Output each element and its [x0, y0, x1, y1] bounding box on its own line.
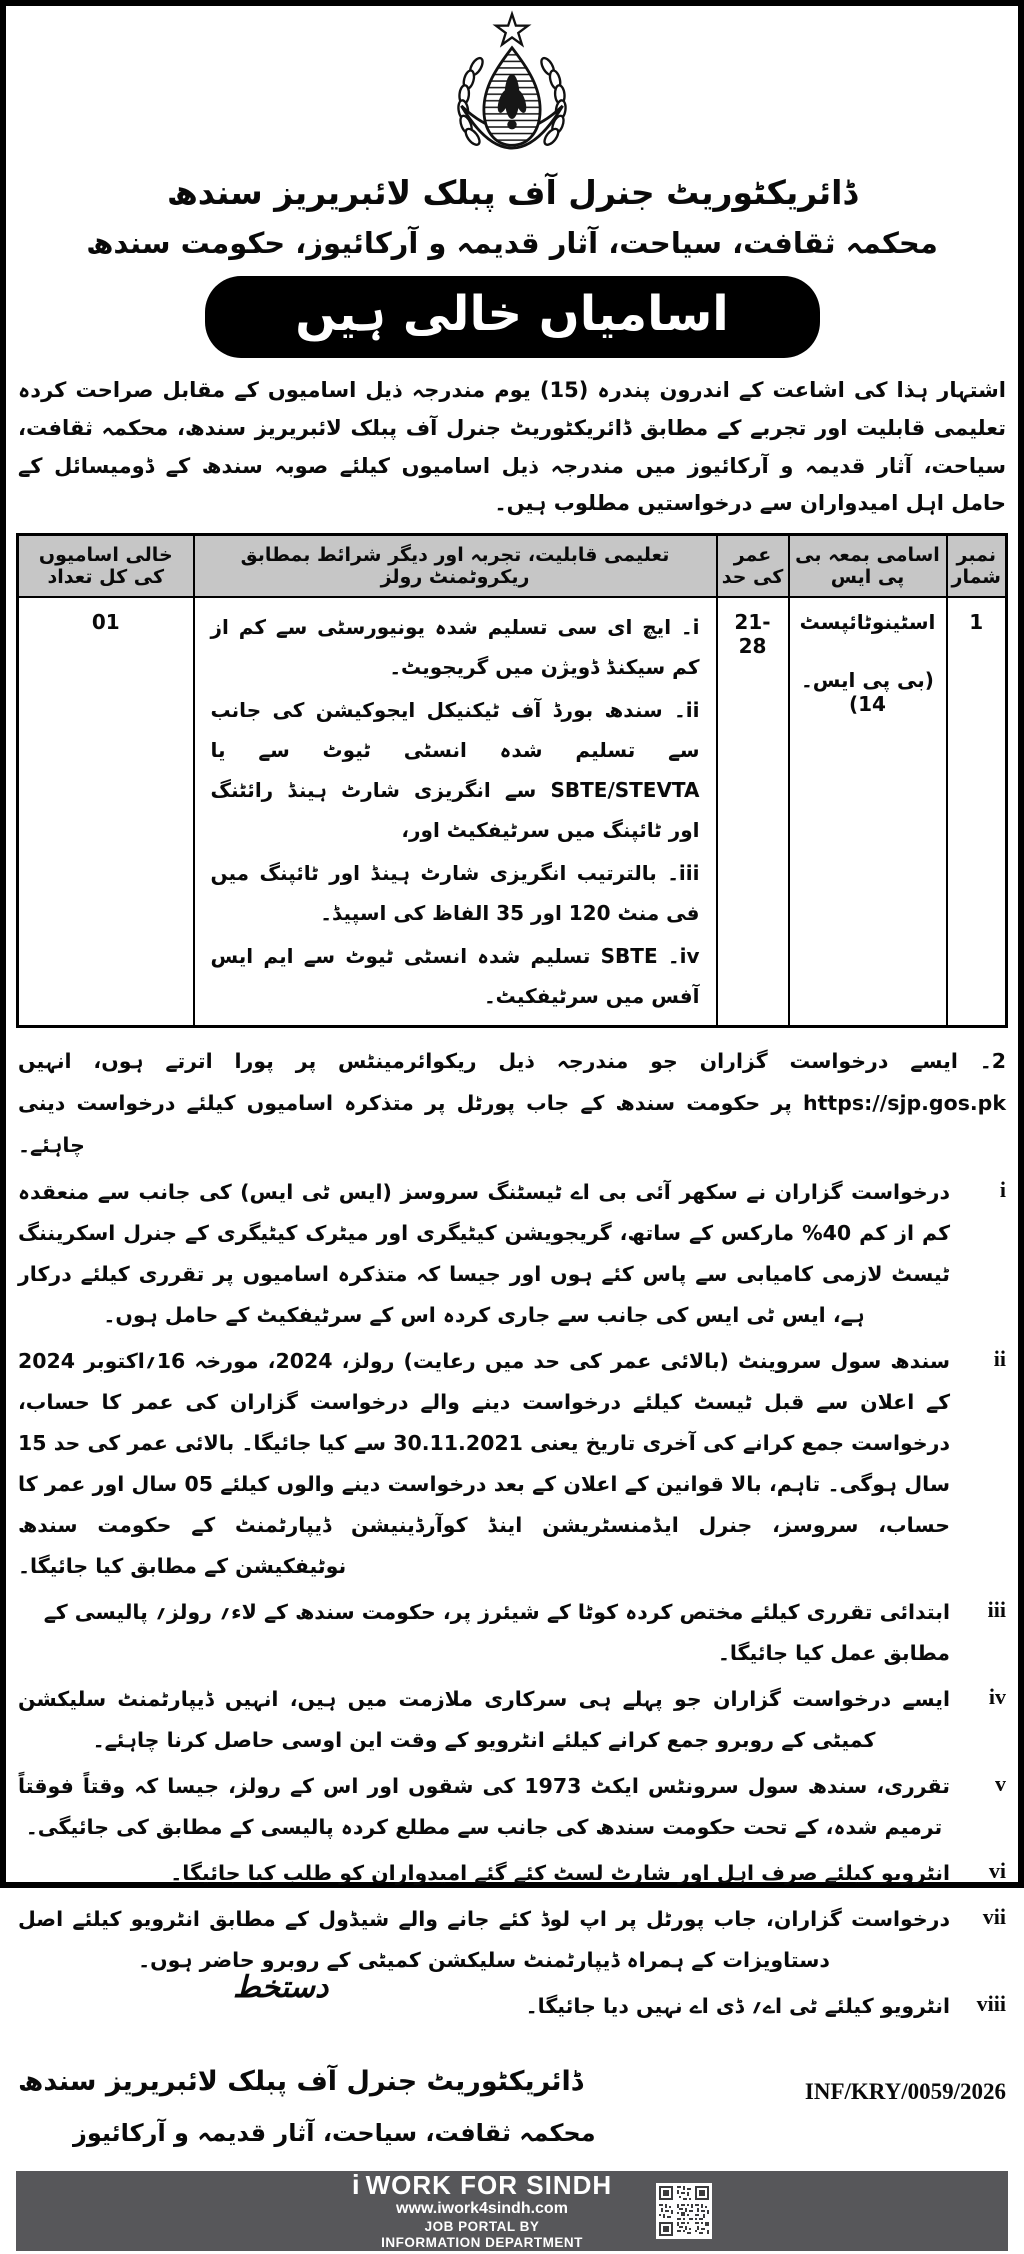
clause-2: [18, 1040, 1006, 1166]
footer-portal-line: JOB PORTAL BY: [424, 2218, 540, 2234]
cell-qualification: [194, 597, 717, 1027]
condition-item: [18, 1341, 1006, 1587]
signatory-organization: ڈائریکٹوریٹ جنرل آف پبلک لائبریریز سندھ: [18, 2066, 583, 2098]
condition-number: ii: [993, 1346, 1006, 1372]
signatory-department: محکمہ ثقافت، سیاحت، آثار قدیمہ و آرکائیوز: [73, 2118, 596, 2147]
condition-text: درخواست گزاران نے سکھر آئی بی اے ٹیسٹنگ سروسز (ایس ٹی ایس) کی جانب سے منعقدہ کم از کم 40% مارکس کے ساتھ، گریجویشن کیٹیگری اور میٹرک کیٹیگری کے جنرل اسکریننگ ٹیسٹ لازمی کامیابی سے پاس کئے ہوں اور جیسا کہ متذکرہ اسامیوں پر تقرری کیلئے درکار ہے، ایس ٹی ایس کی جانب سے جاری کردہ اس کے سرٹیفکیٹ کے حامل ہوں۔: [18, 1180, 951, 1328]
post-bps: (بی پی ایس۔14): [801, 668, 934, 717]
cell-serial: 1: [947, 597, 1007, 1027]
condition-text: درخواست گزاران، جاب پورٹل پر اپ لوڈ کئے جانے والے شیڈول کے مطابق انٹرویو کیلئے اصل دستاویزات کے ہمراہ ڈیپارٹمنٹ سلیکشن کمیٹی کے روبرو حاضر ہوں۔: [18, 1907, 950, 1973]
cell-vacancies: 01: [18, 597, 194, 1027]
signature-label: دستخط: [233, 1970, 329, 2006]
col-header-age: عمر کی حد: [717, 535, 789, 598]
condition-text: ایسے درخواست گزاران جو پہلے ہی سرکاری ملازمت میں ہیں، انہیں ڈیپارٹمنٹ سلیکشن کمیٹی کے روبرو جمع کرانے کیلئے انٹرویو کے وقت این اوسی حاصل کرنا چاہئے۔: [18, 1687, 950, 1753]
iwork-footer-banner: [16, 2171, 1008, 2251]
col-header-post: اسامی بمعہ بی پی ایس: [789, 535, 947, 598]
condition-text: انٹرویو کیلئے ٹی اے؍ ڈی اے نہیں دیا جائیگا۔: [525, 1994, 950, 2019]
table-header-row: [18, 535, 1007, 598]
condition-item: [18, 1592, 1006, 1674]
emblem-wrap: [16, 10, 1008, 167]
table-row: [18, 597, 1007, 1027]
footer-title-text: WORK FOR SINDH: [365, 2170, 613, 2201]
post-title: اسٹینوٹائپسٹ: [799, 610, 936, 635]
job-portal-url: https://sjp.gos.pk: [803, 1091, 1006, 1116]
qr-code-icon: [656, 2183, 712, 2239]
cell-post: [789, 597, 947, 1027]
col-header-vacancies: خالی اسامیوں کی کل تعداد: [18, 535, 194, 598]
condition-item: [18, 1172, 1006, 1336]
condition-item: [18, 1970, 1006, 2027]
footer-title: [352, 2170, 612, 2199]
qualification-item: iv۔ SBTE تسلیم شدہ انسٹی ٹیوٹ سے ایم ایس آفس میں سرٹیفکیٹ۔: [210, 944, 700, 1009]
qualification-item: i۔ ایچ ای سی تسلیم شدہ یونیورسٹی سے کم از کم سیکنڈ ڈویژن میں گریجویٹ۔: [210, 615, 700, 680]
condition-text: انٹرویو کیلئے صرف اہل اور شارٹ لسٹ کئے گئے امیدواران کو طلب کیا جائیگا۔: [170, 1861, 950, 1886]
col-header-serial: نمبر شمار: [947, 535, 1007, 598]
condition-number: v: [995, 1771, 1006, 1797]
condition-number: iii: [987, 1597, 1006, 1623]
condition-item: [18, 1679, 1006, 1761]
footer-dept-line: INFORMATION DEPARTMENT: [381, 2234, 583, 2250]
cell-age: 21-28: [717, 597, 789, 1027]
iwork-logo-icon: i: [351, 2169, 361, 2201]
condition-number: iv: [988, 1684, 1006, 1710]
col-header-qualification: تعلیمی قابلیت، تجربہ اور دیگر شرائط بمطابق ریکروٹمنٹ رولز: [194, 535, 717, 598]
signatory-block: [18, 2054, 596, 2156]
sindh-government-emblem: [437, 12, 587, 167]
condition-text: تقرری، سندھ سول سرونٹس ایکٹ 1973 کی شقوں اور اس کے رولز، جیسا کہ وقتاً فوقتاً ترمیم شدہ، کے تحت حکومت سندھ کی جانب سے مطلع کردہ پالیسی کے مطابق کی جائیگی۔: [18, 1774, 950, 1840]
footer-wrap: [16, 2163, 1008, 2254]
footer-text-block: [352, 2170, 612, 2251]
condition-number: vii: [982, 1904, 1006, 1930]
condition-number: i: [999, 1177, 1006, 1203]
department-title: محکمہ ثقافت، سیاحت، آثار قدیمہ و آرکائیوز، حکومت سندھ: [86, 226, 938, 260]
reference-number: INF/KRY/0059/2026: [804, 2078, 1006, 2104]
condition-text: سندھ سول سروینٹ (بالائی عمر کی حد میں رعایت) رولز، 2024، مورخہ 16؍اکتوبر 2024 کے اعلان سے قبل ٹیسٹ کیلئے درخواست دینے والے درخواست گزاران کی عمر کا حساب، درخواست جمع کرانے کی آخری تاریخ یعنی 30.11.2021 سے کیا جائیگا۔ بالائی عمر کی حد 15 سال ہوگی۔ تاہم، بالا قوانین کے اعلان کے بعد درخواست دینے والوں کیلئے 05 سال اور عمر کا حساب، سروسز، جنرل ایڈمنسٹریشن اینڈ کوآرڈینیشن ڈیپارٹمنٹ کے حکومت سندھ نوٹیفکیشن کے مطابق کیا جائیگا۔: [18, 1349, 951, 1579]
vacancy-banner: اسامیاں خالی ہیں: [205, 276, 820, 358]
condition-number: viii: [976, 1991, 1006, 2017]
vacancy-table: [16, 533, 1008, 1028]
condition-item: [18, 1899, 1006, 1981]
condition-number: vi: [988, 1858, 1006, 1884]
clause-2-text: 2۔ ایسے درخواست گزاران جو مندرجہ ذیل ریکوائرمینٹس پر پورا اترتے ہوں، انہیں: [18, 1049, 1006, 1074]
qualification-item: iii۔ بالترتیب انگریزی شارٹ ہینڈ اور ٹائپنگ میں فی منٹ 120 اور 35 الفاظ کی اسپیڈ۔: [210, 861, 700, 926]
footer-url: www.iwork4sindh.com: [396, 2200, 568, 2218]
condition-item: [18, 1766, 1006, 1848]
intro-paragraph: اشتہار ہذا کی اشاعت کے اندرون پندرہ (15) یوم مندرجہ ذیل اسامیوں کے مقابل صراحت کردہ تعلیمی قابلیت اور تجربے کے مطابق ڈائریکٹوریٹ جنرل آف پبلک لائبریریز سندھ، محکمہ ثقافت، سیاحت، آثار قدیمہ و آرکائیوز میں مندرجہ ذیل اسامیوں کیلئے صوبہ سندھ کے ڈومیسائل کے حامل اہل امیدواران سے درخواستیں مطلوب ہیں۔: [18, 378, 1006, 516]
condition-text: ابتدائی تقرری کیلئے مختص کردہ کوٹا کے شیئرز پر، حکومت سندھ کے لاء؍ رولز؍ پالیسی کے مطابق عمل کیا جائیگا۔: [43, 1600, 950, 1666]
clause-2-text-cont: پر حکومت سندھ کے جاب پورٹل پر متذکرہ اسامیوں کیلئے درخواست دینی چاہئے۔: [18, 1091, 803, 1158]
organization-title: ڈائریکٹوریٹ جنرل آف پبلک لائبریریز سندھ: [166, 173, 858, 212]
signature-block: [18, 2054, 1006, 2156]
qualification-item: ii۔ سندھ بورڈ آف ٹیکنیکل ایجوکیشن کی جانب سے تسلیم شدہ انسٹی ٹیوٹ سے یا SBTE/STEVTA سے انگریزی شارٹ ہینڈ رائٹنگ اور ٹائپنگ میں سرٹیفکیٹ اور،: [210, 698, 700, 843]
conditions-list: [18, 1172, 1006, 2032]
condition-item: [18, 1853, 1006, 1894]
star-icon: [496, 14, 528, 45]
